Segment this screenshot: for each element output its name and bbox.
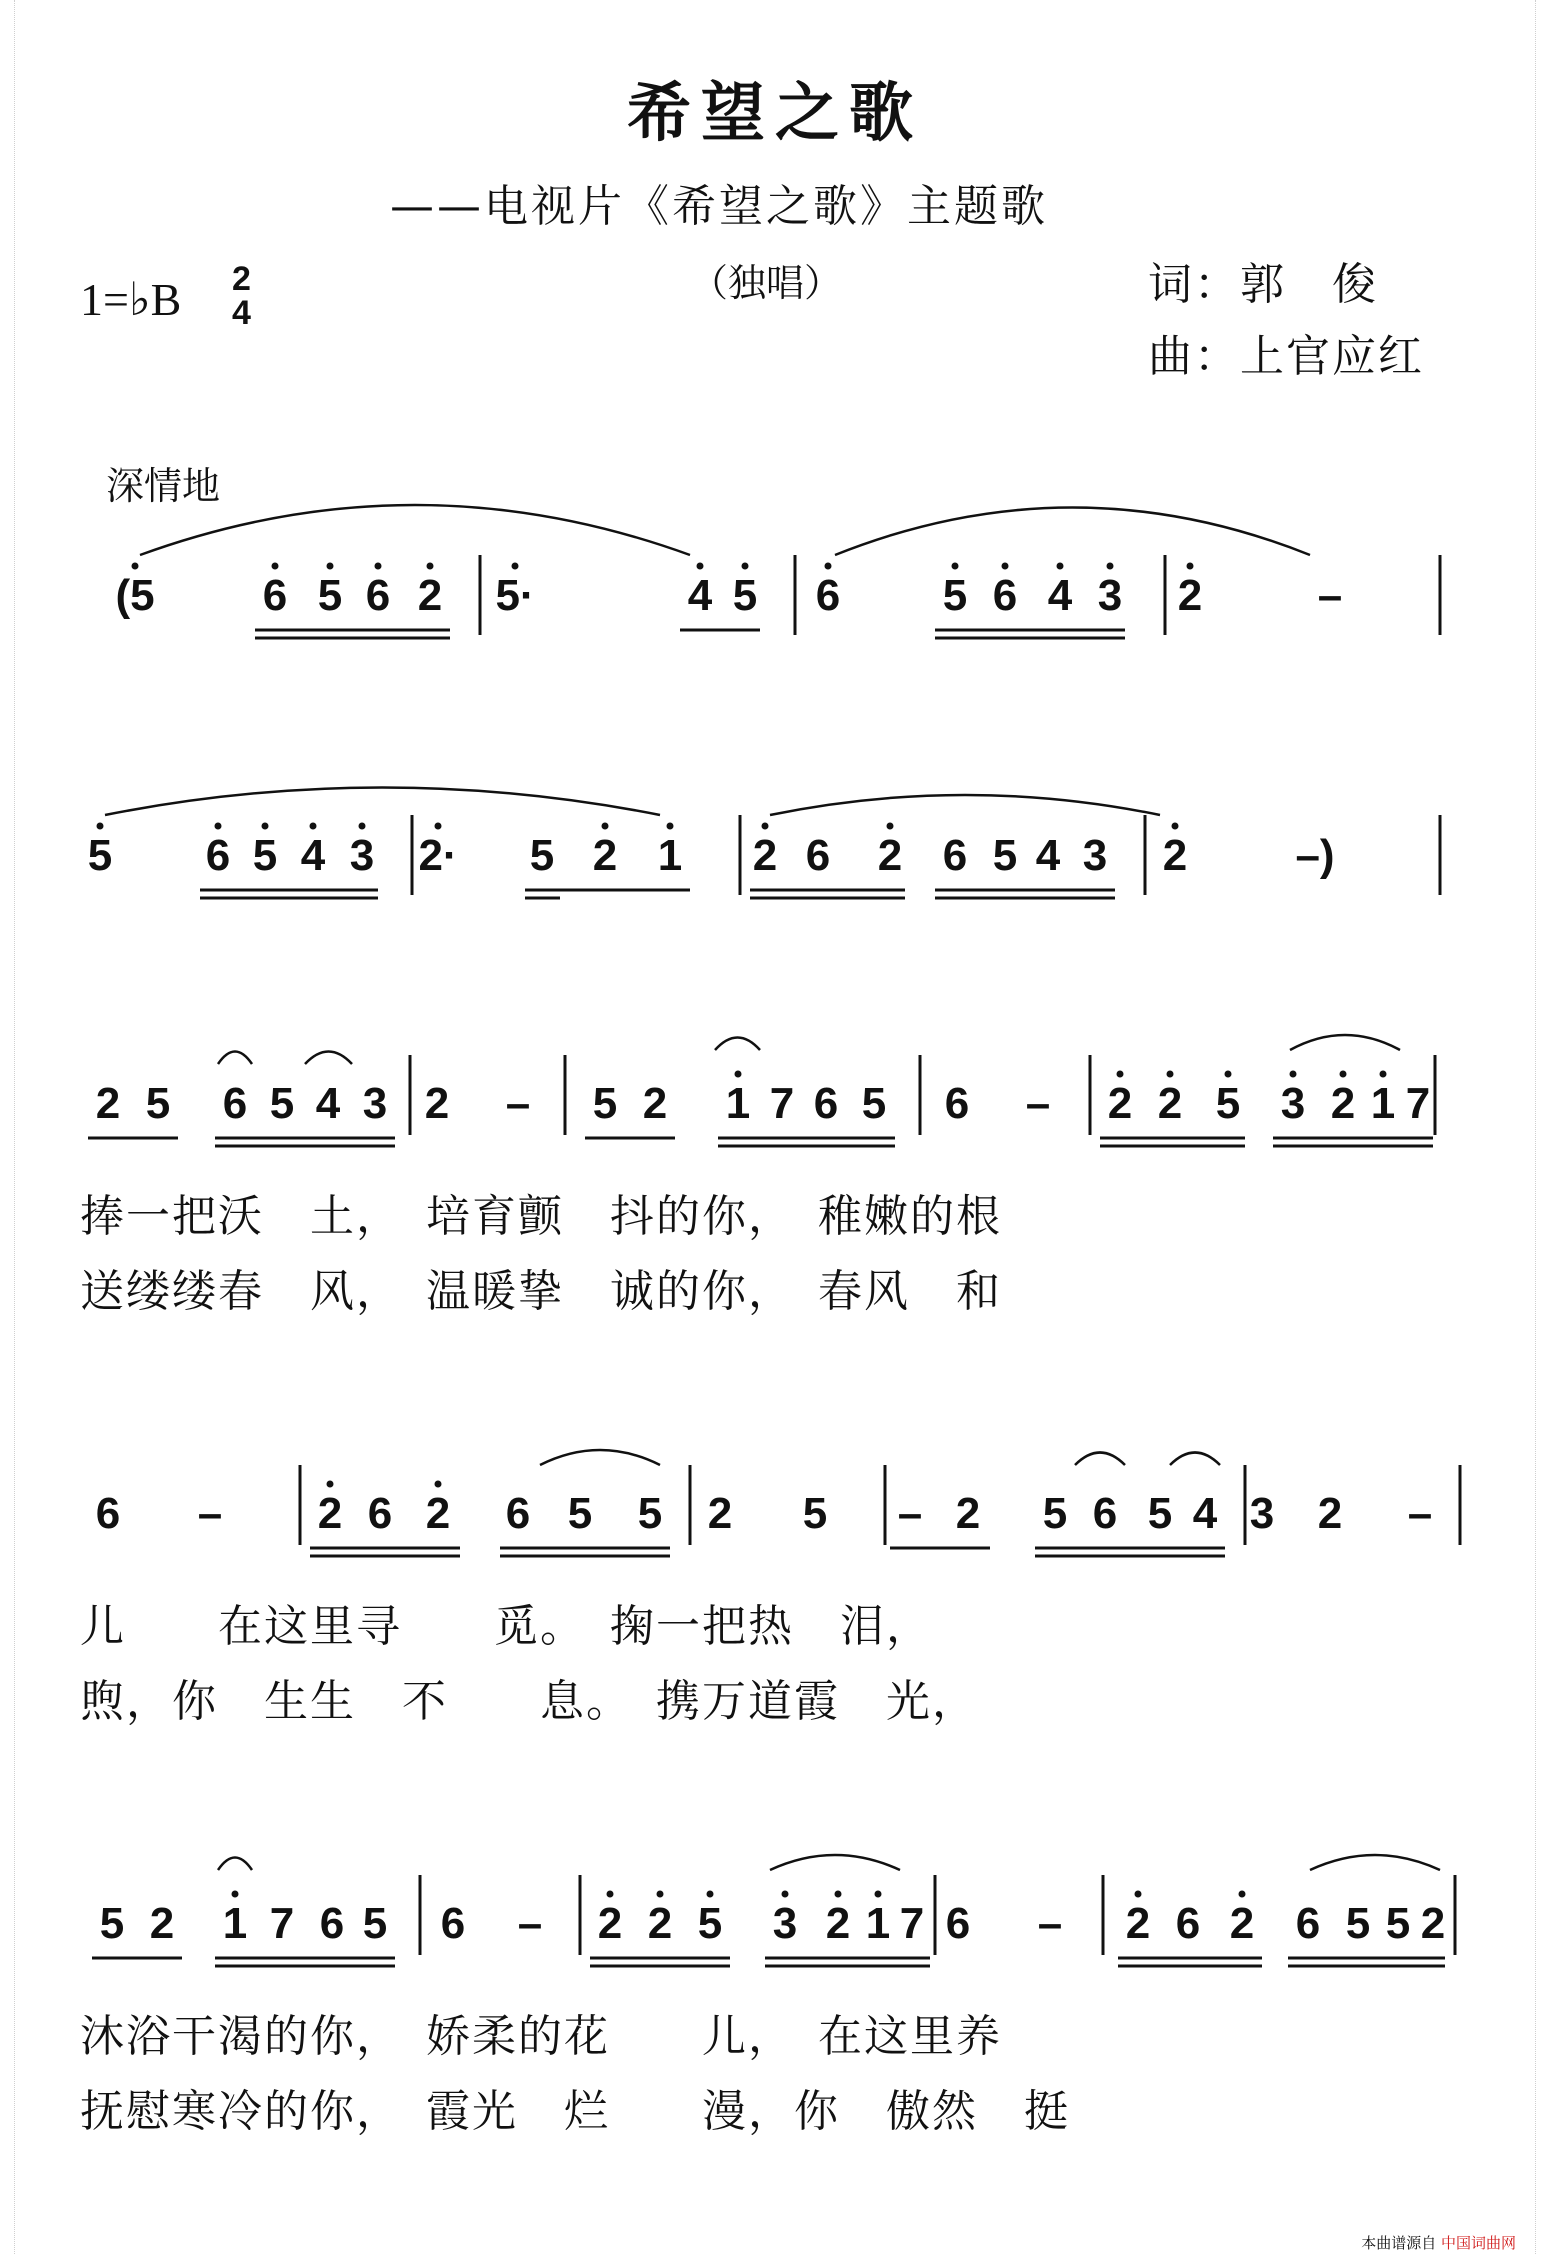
line4-note: 2 <box>1317 1489 1343 1538</box>
line4-note: 2 <box>955 1489 981 1538</box>
line4-note: 5 <box>1147 1489 1173 1538</box>
line2-note: 6 <box>205 831 231 880</box>
line1-note: – <box>1317 571 1343 620</box>
octave-dot-high <box>952 563 959 570</box>
performance-type: （独唱） <box>690 261 843 305</box>
octave-dot-high <box>1002 563 1009 570</box>
octave-dot-high <box>1380 1071 1387 1078</box>
lyrics-line4-verse2: 煦，你 生生 不 息。 携万道霞 光， <box>80 1676 978 1727</box>
line1-note: 5 <box>942 571 968 620</box>
line2-note: 6 <box>942 831 968 880</box>
line3-note: 7 <box>1405 1079 1431 1128</box>
line1-note: 4 <box>1047 571 1073 620</box>
slur-arc <box>540 1450 660 1465</box>
line5-note: 2 <box>597 1899 623 1948</box>
octave-dot-high <box>1117 1071 1124 1078</box>
line3-note: 2 <box>1330 1079 1356 1128</box>
line2-note: 3 <box>349 831 375 880</box>
line3-note: 2 <box>95 1079 121 1128</box>
line1-note: 6 <box>815 571 841 620</box>
line3-note: 5 <box>592 1079 618 1128</box>
line2-note: 5 <box>529 831 555 880</box>
line3-note: 2 <box>1157 1079 1183 1128</box>
line3-note: 5 <box>1215 1079 1241 1128</box>
line5-note: – <box>517 1899 543 1948</box>
line2-note: 2 <box>752 831 778 880</box>
octave-dot-high <box>667 823 674 830</box>
line5-note: 1 <box>865 1899 891 1948</box>
octave-dot-high <box>1107 563 1114 570</box>
octave-dot-high <box>835 1891 842 1898</box>
line4-note: 4 <box>1192 1489 1218 1538</box>
slur-arc <box>1170 1453 1220 1466</box>
octave-dot-high <box>435 1481 442 1488</box>
line4-note: 2 <box>707 1489 733 1538</box>
line4-note: – <box>897 1489 923 1538</box>
lyrics-line5-verse1: 沐浴干渴的你， 娇柔的花 儿， 在这里养 <box>80 2011 1002 2062</box>
line3-note: 5 <box>269 1079 295 1128</box>
line2-note: 5 <box>992 831 1018 880</box>
line5-note: 7 <box>269 1899 295 1948</box>
line3-note: 6 <box>222 1079 248 1128</box>
line3-note: 5 <box>861 1079 887 1128</box>
octave-dot-high <box>310 823 317 830</box>
octave-dot-high <box>132 563 139 570</box>
line5-note: 6 <box>1175 1899 1201 1948</box>
octave-dot-high <box>97 823 104 830</box>
line5-note: 2 <box>1229 1899 1255 1948</box>
octave-dot-high <box>1135 1891 1142 1898</box>
line5-note: 6 <box>1295 1899 1321 1948</box>
line3-note: 2 <box>1107 1079 1133 1128</box>
octave-dot-high <box>1290 1071 1297 1078</box>
octave-dot-high <box>825 563 832 570</box>
line5-note: 6 <box>440 1899 466 1948</box>
line4-note: 6 <box>505 1489 531 1538</box>
octave-dot-high <box>375 563 382 570</box>
octave-dot-high <box>1187 563 1194 570</box>
line2-note: 2· <box>418 831 458 880</box>
octave-dot-high <box>1340 1071 1347 1078</box>
lyrics-line4-verse1: 儿 在这里寻 觅。 掬一把热 泪， <box>80 1601 932 1652</box>
octave-dot-high <box>215 823 222 830</box>
octave-dot-high <box>607 1891 614 1898</box>
line3-note: 6 <box>944 1079 970 1128</box>
octave-dot-high <box>327 563 334 570</box>
slur-arc <box>1075 1453 1125 1466</box>
line3-note: 1 <box>725 1079 751 1128</box>
line5-note: 5 <box>1345 1899 1371 1948</box>
line4-note: 5 <box>637 1489 663 1538</box>
octave-dot-high <box>762 823 769 830</box>
octave-dot-high <box>1172 823 1179 830</box>
octave-dot-high <box>697 563 704 570</box>
footer-prefix: 本曲谱源自 <box>1361 2234 1437 2252</box>
octave-dot-high <box>359 823 366 830</box>
line4-note: 5 <box>567 1489 593 1538</box>
lyrics-line3-verse2: 送缕缕春 风， 温暖挚 诚的你， 春风 和 <box>80 1266 1002 1317</box>
octave-dot-high <box>602 823 609 830</box>
line2-note: 5 <box>87 831 113 880</box>
line4-note: – <box>197 1489 223 1538</box>
octave-dot-high <box>272 563 279 570</box>
line2-note: 2 <box>592 831 618 880</box>
line3-note: 5 <box>145 1079 171 1128</box>
line5-note: 6 <box>945 1899 971 1948</box>
line4-note: 6 <box>95 1489 121 1538</box>
line1-note: 2 <box>1177 571 1203 620</box>
octave-dot-high <box>887 823 894 830</box>
octave-dot-high <box>232 1891 239 1898</box>
slur-arc <box>770 1855 900 1870</box>
line5-note: 2 <box>647 1899 673 1948</box>
octave-dot-high <box>1057 563 1064 570</box>
slur-arc <box>1290 1035 1400 1050</box>
line1-note: 3 <box>1097 571 1123 620</box>
line5-note: 1 <box>222 1899 248 1948</box>
line5-note: 3 <box>772 1899 798 1948</box>
line5-note: 5 <box>697 1899 723 1948</box>
line5-note: 5 <box>1385 1899 1411 1948</box>
octave-dot-high <box>512 563 519 570</box>
line3-note: 4 <box>315 1079 341 1128</box>
line2-note: 2 <box>877 831 903 880</box>
lyrics-line5-verse2: 抚慰寒冷的你， 霞光 烂 漫，你 傲然 挺 <box>80 2086 1070 2137</box>
octave-dot-high <box>782 1891 789 1898</box>
line5-note: 7 <box>899 1899 925 1948</box>
slur-arc <box>835 508 1310 556</box>
octave-dot-high <box>875 1891 882 1898</box>
line4-note: 2 <box>317 1489 343 1538</box>
line5-note: 5 <box>362 1899 388 1948</box>
line2-note: 4 <box>1035 831 1061 880</box>
octave-dot-high <box>262 823 269 830</box>
composer-credit: 曲：上官应红 <box>1148 331 1424 382</box>
line4-note: 6 <box>1092 1489 1118 1538</box>
octave-dot-high <box>435 823 442 830</box>
line2-note: 4 <box>300 831 326 880</box>
line1-note: 5· <box>495 571 535 620</box>
line5-note: 2 <box>1420 1899 1446 1948</box>
octave-dot-high <box>427 563 434 570</box>
line3-note: 6 <box>813 1079 839 1128</box>
slur-arc <box>218 1858 252 1871</box>
slur-arc <box>1310 1855 1440 1870</box>
lyrics-line3-verse1: 捧一把沃 土， 培育颤 抖的你， 稚嫩的根 <box>80 1191 1002 1242</box>
tempo-marking: 深情地 <box>106 464 221 508</box>
line3-note: 2 <box>424 1079 450 1128</box>
line2-note: –) <box>1295 831 1335 880</box>
slur-arc <box>770 795 1160 815</box>
line4-note: 5 <box>802 1489 828 1538</box>
line5-note: 2 <box>1125 1899 1151 1948</box>
line1-note: 2 <box>417 571 443 620</box>
lyricist-credit: 词：郭 俊 <box>1148 259 1378 310</box>
line2-note: 1 <box>657 831 683 880</box>
key-signature: 1=♭B <box>80 274 182 325</box>
octave-dot-high <box>707 1891 714 1898</box>
octave-dot-high <box>1225 1071 1232 1078</box>
octave-dot-high <box>742 563 749 570</box>
line4-note: 3 <box>1249 1489 1275 1538</box>
line2-note: 6 <box>805 831 831 880</box>
line3-note: – <box>1025 1079 1051 1128</box>
line2-note: 3 <box>1082 831 1108 880</box>
line3-note: 1 <box>1370 1079 1396 1128</box>
line3-note: 3 <box>362 1079 388 1128</box>
line1-note: 6 <box>992 571 1018 620</box>
line5-note: 2 <box>825 1899 851 1948</box>
time-signature-top: 2 <box>232 260 251 298</box>
source-footer <box>1361 2232 1516 2253</box>
line4-note: 2 <box>425 1489 451 1538</box>
octave-dot-high <box>327 1481 334 1488</box>
song-subtitle: ——电视片《希望之歌》主题歌 <box>390 181 1048 232</box>
line4-note: 6 <box>367 1489 393 1538</box>
line1-note: 5 <box>732 571 758 620</box>
line1-note: 5 <box>317 571 343 620</box>
line1-note: 6 <box>365 571 391 620</box>
line3-note: 2 <box>642 1079 668 1128</box>
line1-note: (5 <box>115 571 155 620</box>
slur-arc <box>105 788 660 816</box>
slur-arc <box>140 505 690 555</box>
footer-brand: 中国词曲网 <box>1440 2234 1516 2252</box>
slur-arc <box>305 1052 352 1065</box>
octave-dot-high <box>657 1891 664 1898</box>
octave-dot-high <box>1167 1071 1174 1078</box>
line5-note: 6 <box>319 1899 345 1948</box>
song-title: 希望之歌 <box>627 77 923 151</box>
line5-note: 2 <box>149 1899 175 1948</box>
line3-note: 7 <box>769 1079 795 1128</box>
line4-note: – <box>1407 1489 1433 1538</box>
line1-note: 6 <box>262 571 288 620</box>
line2-note: 5 <box>252 831 278 880</box>
line3-note: 3 <box>1280 1079 1306 1128</box>
line5-note: 5 <box>99 1899 125 1948</box>
line3-note: – <box>505 1079 531 1128</box>
slur-arc <box>218 1052 252 1065</box>
slur-arc <box>715 1038 760 1051</box>
octave-dot-high <box>1239 1891 1246 1898</box>
line5-note: – <box>1037 1899 1063 1948</box>
line1-note: 4 <box>687 571 713 620</box>
line4-note: 5 <box>1042 1489 1068 1538</box>
octave-dot-high <box>735 1071 742 1078</box>
time-signature-bottom: 4 <box>232 294 251 332</box>
line2-note: 2 <box>1162 831 1188 880</box>
